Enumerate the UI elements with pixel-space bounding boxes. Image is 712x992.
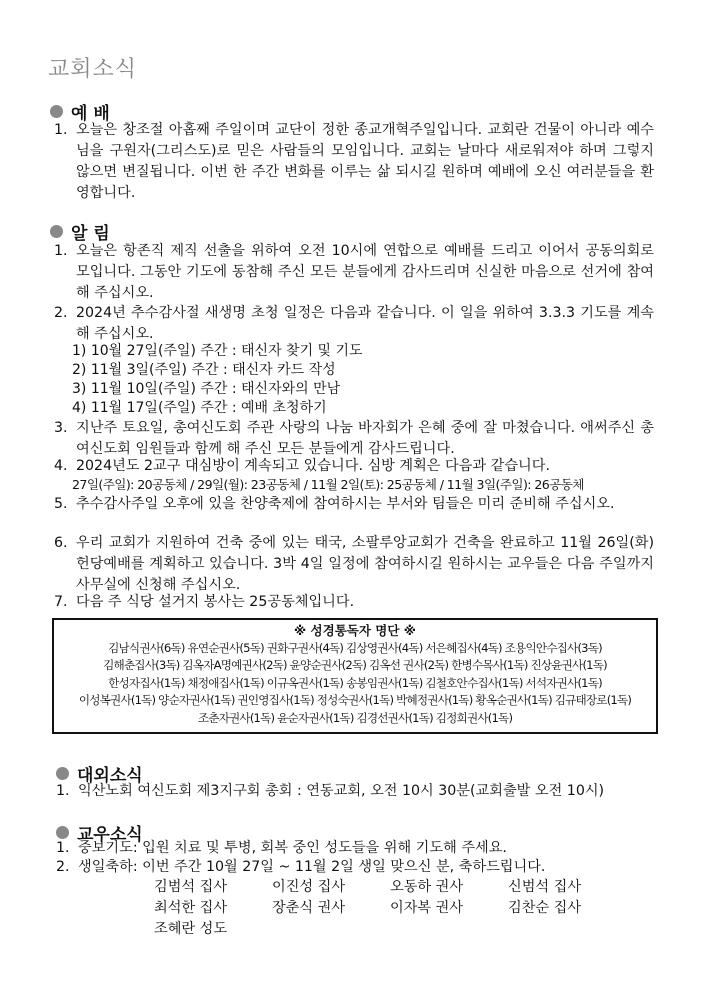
item-number: 1. <box>56 840 70 856</box>
birthday-name: 이자복 권사 <box>390 900 464 916</box>
notice-item-2 <box>54 303 654 345</box>
birthday-row <box>154 877 654 898</box>
schedule-item-4: 4) 11월 17일(주일) 주간 : 예배 초청하기 <box>72 400 327 416</box>
external-heading-label: 대외소식 <box>77 766 143 786</box>
bible-box-line: 한성자집사(1독) 채정애집사(1독) 이규옥권사(1독) 송봉임권사(1독) 김철호안수집사(1독) 서석자권사(1독) <box>108 675 602 690</box>
item-number: 7. <box>54 594 68 610</box>
bible-box-line: 김해춘집사(3독) 김옥자A명예권사(2독) 윤양순권사(2독) 김옥선 권사(2독) 한병수목사(1독) 진상윤권사(1독) <box>103 658 607 672</box>
birthday-name: 이진성 집사 <box>272 879 346 895</box>
item-text: 다음 주 식당 설거지 봉사는 25공동체입니다. <box>76 594 355 610</box>
bible-box-line: 이성복권사(1독) 양순자권사(1독) 권인영집사(1독) 정성숙권사(1독) 박혜정권사(1독) 황옥순권사(1독) 김규태장로(1독) <box>78 693 632 707</box>
birthday-name: 장춘식 권사 <box>272 900 346 916</box>
item-number: 1. <box>54 243 68 259</box>
bullet-icon <box>50 225 63 238</box>
item-number: 2. <box>56 859 70 875</box>
item-text: 우리 교회가 지원하여 건축 중에 있는 태국, 소팔루앙교회가 건축을 완료하고 11월 26일(화) 헌당예배를 계획하고 있습니다. 3박 4일 일정에 참여하시길 원하시는 교우들은 다음 주일까지 사무실에 신청해 주십시오. <box>76 535 654 593</box>
bible-box-line: 조춘자권사(1독) 윤순자권사(1독) 김경선권사(1독) 김정희권사(1독) <box>197 710 513 725</box>
birthday-name: 신범석 집사 <box>508 879 582 895</box>
bible-box-title: ※ 성경통독자 명단 ※ <box>294 623 416 638</box>
birthday-name: 조혜란 성도 <box>154 921 228 937</box>
schedule-item-2: 2) 11월 3일(주일) 주간 : 태신자 카드 작성 <box>72 362 336 378</box>
birthday-row <box>154 919 654 940</box>
item-text: 2024년 추수감사절 새생명 초청 일정은 다음과 같습니다. 이 일을 위하여 3.3.3 기도를 계속해 주십시오. <box>76 305 654 342</box>
birthday-name: 오동하 권사 <box>390 879 464 895</box>
birthday-name: 김범석 집사 <box>154 879 228 895</box>
item-text: 추수감사주일 오후에 있을 찬양축제에 참여하시는 부서와 팀들은 미리 준비해 주십시오. <box>76 496 615 512</box>
members-heading-label: 교우소식 <box>77 825 143 845</box>
item-text: 중보기도: 입원 치료 및 투병, 회복 중인 성도들을 위해 기도해 주세요. <box>78 840 507 856</box>
item-number: 5. <box>54 496 68 512</box>
birthday-list <box>154 877 654 940</box>
item-number: 4. <box>54 458 68 474</box>
item-text: 2024년도 2교구 대심방이 계속되고 있습니다. 심방 계획은 다음과 같습니다. <box>76 458 550 474</box>
item-text: 오늘은 항존직 제직 선출을 위하여 오전 10시에 연합으로 예배를 드리고 이어서 공동의회로 모입니다. 그동안 기도에 동참해 주신 모든 분들에게 감사드리며 신실한 마음으로 선거에 참여해 주십시오. <box>76 243 654 301</box>
notice-item-7 <box>54 592 654 613</box>
item-number: 2. <box>54 305 68 321</box>
item-number: 3. <box>54 420 68 436</box>
notice-item-6 <box>54 533 654 596</box>
page-title: 교회소식 <box>48 57 138 82</box>
item-number: 1. <box>56 783 70 799</box>
worship-item-1 <box>54 120 654 204</box>
item-text: 오늘은 창조절 아홉째 주일이며 교단이 정한 종교개혁주일입니다. 교회란 건물이 아니라 예수님을 구원자(그리스도)로 믿은 사람들의 모임입니다. 교회는 날마다 새로워져야 하며 그렇지 않으면 변질됩니다. 이번 한 주간 변화를 이루는 삶 되시길 원하며 예배에 오신 여러분들을 환영합니다. <box>76 122 654 201</box>
notice-item-1 <box>54 241 654 304</box>
item-text: 지난주 토요일, 총여신도회 주관 사랑의 나눔 바자회가 은혜 중에 잘 마쳤습니다. 애써주신 총여신도회 임원들과 함께 해 주신 모든 분들에게 감사드립니다. <box>76 420 654 457</box>
bullet-icon <box>50 105 63 118</box>
visit-plan: 27일(주일): 20공동체 / 29일(월): 23공동체 / 11월 2일(토): 25공동체 / 11월 3일(주일): 26공동체 <box>72 477 584 492</box>
external-item-1 <box>56 781 676 802</box>
birthday-name: 최석한 집사 <box>154 900 228 916</box>
birthday-row <box>154 898 654 919</box>
bullet-icon <box>56 767 69 780</box>
members-item-1 <box>56 838 676 859</box>
item-number: 6. <box>54 535 68 551</box>
notice-heading-label: 알 림 <box>71 224 110 244</box>
schedule-item-3: 3) 11월 10일(주일) 주간 : 태신자와의 만남 <box>72 381 341 397</box>
bible-reading-box <box>52 618 658 734</box>
item-number: 1. <box>54 122 68 138</box>
worship-heading-label: 예 배 <box>71 104 110 124</box>
bible-box-line: 김남식권사(6독) 유연순권사(5독) 권화구권사(4독) 김상영권사(4독) 서은혜집사(4독) 조용익안수집사(3독) <box>108 640 602 655</box>
item-text: 생일축하: 이번 주간 10월 27일 ~ 11월 2일 생일 맞으신 분, 축하드립니다. <box>78 859 546 875</box>
members-item-2 <box>56 857 676 878</box>
schedule-item-1: 1) 10월 27일(주일) 주간 : 태신자 찾기 및 기도 <box>72 343 363 359</box>
notice-item-3 <box>54 418 654 460</box>
item-text: 익산노회 여신도회 제3지구회 총회 : 연동교회, 오전 10시 30분(교회출발 오전 10시) <box>78 783 605 799</box>
notice-item-5 <box>54 494 654 515</box>
birthday-name: 김찬순 집사 <box>508 900 582 916</box>
